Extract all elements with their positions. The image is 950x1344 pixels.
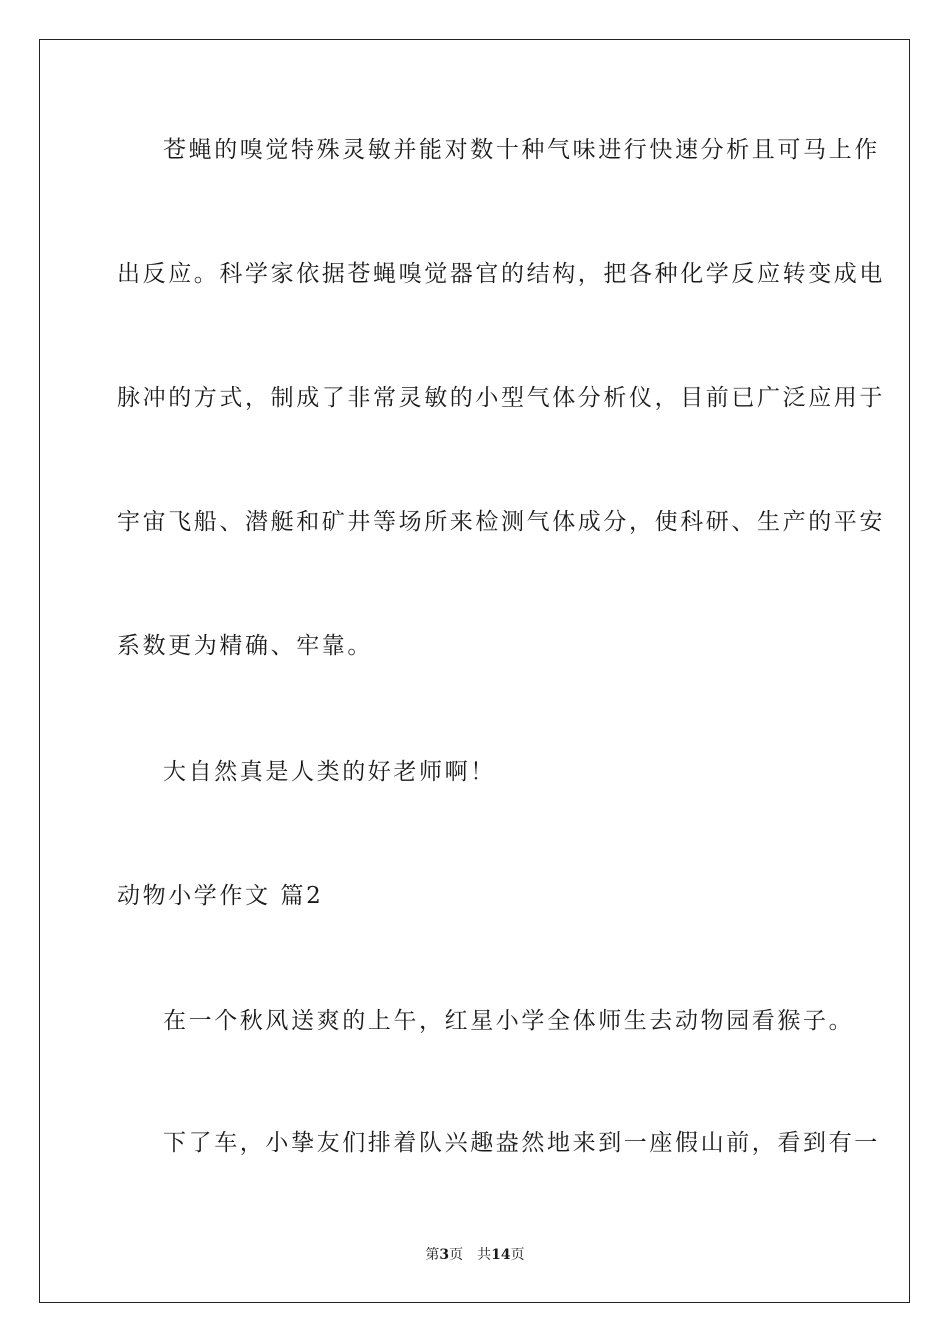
footer-page-number: 3 — [439, 1247, 450, 1263]
paragraph-line: 脉冲的方式，制成了非常灵敏的小型气体分析仪，目前已广泛应用于 — [117, 385, 885, 411]
paragraph-line: 下了车，小挚友们排着队兴趣盎然地来到一座假山前，看到有一 — [163, 1130, 880, 1156]
footer-page-prefix: 第 — [425, 1247, 440, 1263]
paragraph-line: 宇宙飞船、潜艇和矿井等场所来检测气体成分，使科研、生产的平安 — [117, 509, 885, 535]
page-footer — [0, 1246, 950, 1264]
paragraph-line: 在一个秋风送爽的上午，红星小学全体师生去动物园看猴子。 — [163, 1008, 855, 1034]
footer-total-pages: 14 — [491, 1247, 511, 1263]
paragraph-line: 出反应。科学家依据苍蝇嗅觉器官的结构，把各种化学反应转变成电 — [117, 261, 885, 287]
paragraph-line: 系数更为精确、牢靠。 — [117, 633, 373, 659]
section-heading: 动物小学作文 篇2 — [117, 883, 324, 909]
page-border — [39, 39, 910, 1303]
paragraph-line: 苍蝇的嗅觉特殊灵敏并能对数十种气味进行快速分析且可马上作 — [163, 137, 880, 163]
footer-page-suffix: 页 — [449, 1247, 464, 1263]
footer-total-prefix: 共 — [477, 1247, 492, 1263]
paragraph-line: 大自然真是人类的好老师啊！ — [163, 759, 496, 785]
footer-total-suffix: 页 — [510, 1247, 525, 1263]
